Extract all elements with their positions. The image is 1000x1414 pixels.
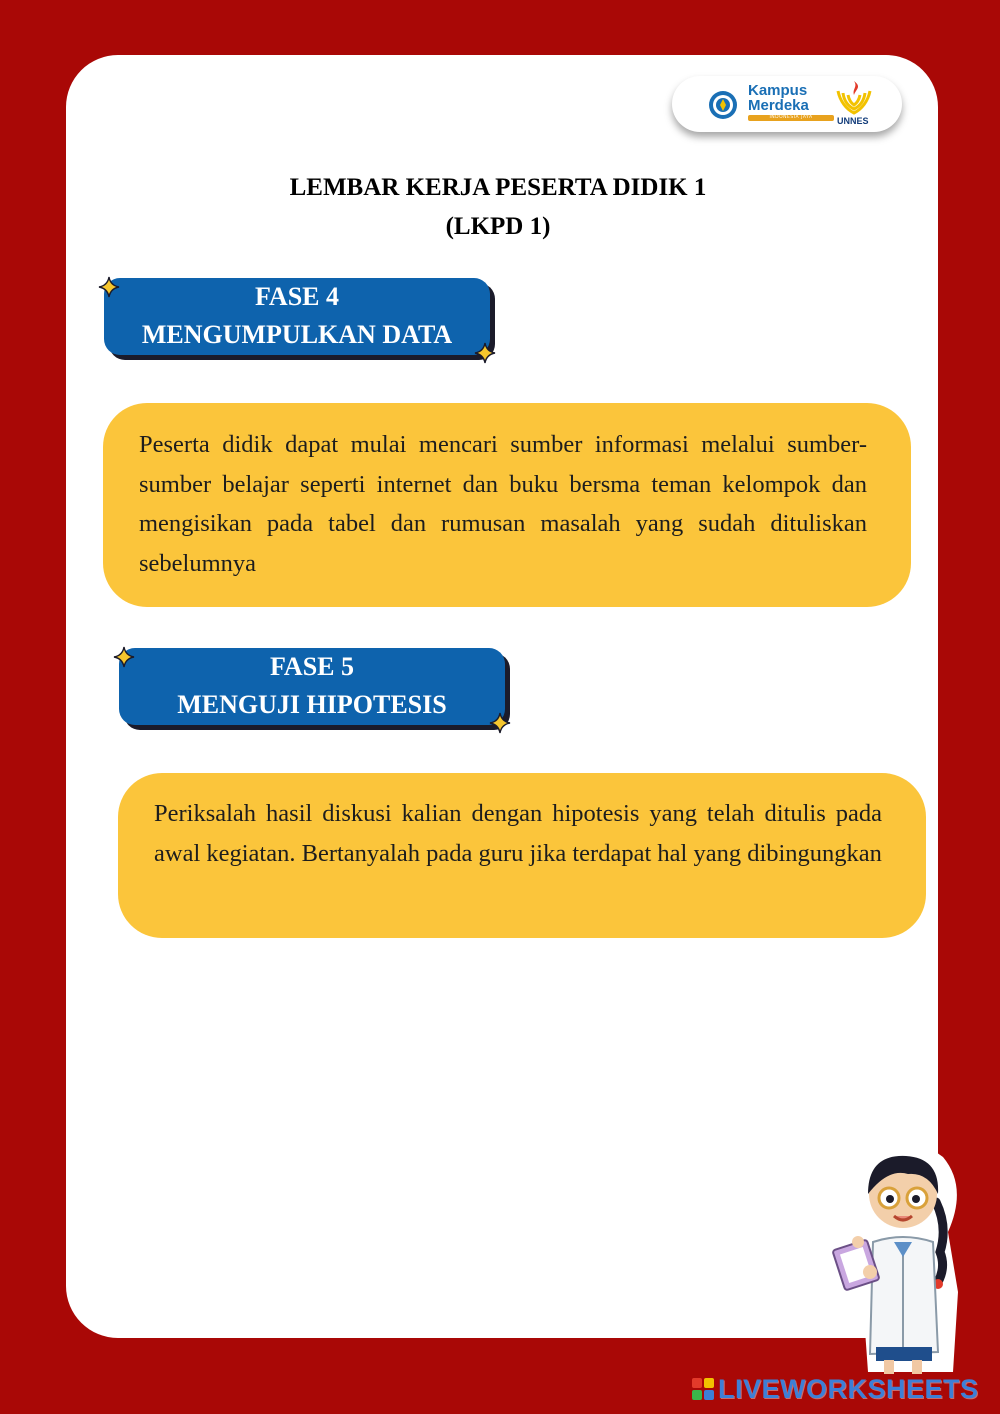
logo-text-unnes: UNNES [837, 116, 869, 126]
phase-4-instruction: Peserta didik dapat mulai mencari sumber informasi melalui sumber-sumber belajar seperti internet dan buku bersma teman kelompok dan mengisikan pada tabel dan rumusan masalah yang sudah dituliskan sebelumnya [103, 403, 911, 607]
sparkle-icon [98, 276, 120, 298]
phase-4-number: FASE 4 [254, 282, 340, 311]
page-title: LEMBAR KERJA PESERTA DIDIK 1 [289, 174, 707, 201]
sparkle-icon [489, 712, 511, 734]
phase-4-name: MENGUMPULKAN DATA [141, 320, 453, 349]
phase-5-instruction: Periksalah hasil diskusi kalian dengan hipotesis yang telah ditulis pada awal kegiatan. Bertanyalah pada guru jika terdapat hal yang dibingungkan [118, 773, 926, 938]
phase-5-number: FASE 5 [269, 652, 355, 681]
sparkle-icon [474, 342, 496, 364]
unnes-flame-icon [832, 79, 876, 117]
logo-tagline: INDONESIA JAYA [748, 115, 834, 121]
phase-5-label [119, 648, 505, 725]
liveworksheets-icon [692, 1378, 714, 1400]
kampus-merdeka-logo [672, 76, 902, 132]
logo-text-kampus: Kampus [748, 82, 808, 99]
tut-wuri-handayani-icon [708, 90, 738, 120]
logo-text-merdeka: Merdeka [748, 97, 809, 114]
sparkle-icon [113, 646, 135, 668]
page-subtitle: (LKPD 1) [445, 213, 551, 240]
liveworksheets-watermark [692, 1374, 979, 1404]
phase-4-label [104, 278, 490, 355]
scientist-girl-illustration [828, 1132, 978, 1382]
phase-5-name: MENGUJI HIPOTESIS [177, 690, 447, 719]
watermark-text: LIVEWORKSHEETS [718, 1373, 979, 1404]
